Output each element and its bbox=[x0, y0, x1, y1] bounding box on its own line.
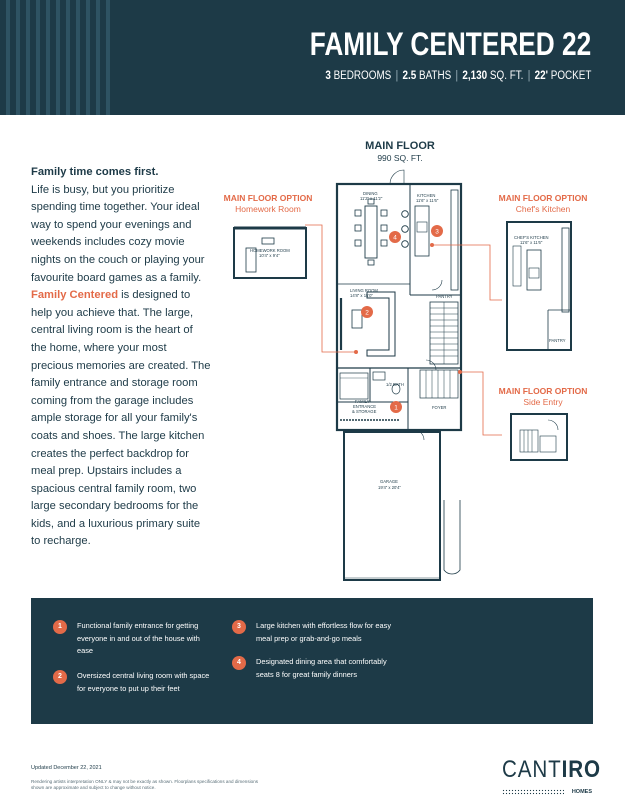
benefit-text: Designated dining area that comfortably seats 8 for great family dinners bbox=[256, 657, 387, 679]
option-pantry-label: PANTRY bbox=[549, 338, 566, 343]
option-dim-chefs-kitchen: 11'6" x 11'6" bbox=[520, 240, 543, 245]
svg-text:& STORAGE: & STORAGE bbox=[352, 409, 377, 414]
benefit-text: Oversized central living room with space for everyone to put up their feet bbox=[77, 671, 210, 693]
option-room-homework: HOMEWORK ROOM bbox=[250, 248, 290, 253]
benefit-item bbox=[53, 620, 253, 660]
logo-dot-pattern bbox=[502, 789, 564, 795]
room-label-bath: 1/2 BATH bbox=[386, 382, 404, 387]
option-dim-homework: 10'4" x 9'4" bbox=[259, 253, 280, 258]
svg-text:ENTRANCE: ENTRANCE bbox=[353, 404, 377, 409]
svg-text:3: 3 bbox=[435, 228, 439, 236]
room-label-family-entrance: FAMILY bbox=[355, 399, 370, 404]
updated-date: Updated December 22, 2021 bbox=[31, 765, 102, 771]
room-dim-dining: 11'2" x 11'2" bbox=[360, 196, 383, 201]
benefit-text: Large kitchen with effortless flow for easy meal prep or grab-and-go meals bbox=[256, 621, 392, 643]
intro-heading: Family time comes first. bbox=[31, 166, 159, 178]
floor-name: MAIN FLOOR bbox=[365, 140, 435, 152]
baths-label: BATHS bbox=[418, 70, 451, 82]
cantiro-logo: CANTIRO HOMES bbox=[502, 756, 601, 795]
room-label-dining: DINING bbox=[363, 191, 378, 196]
room-label-living: LIVING ROOM bbox=[350, 288, 378, 293]
benefit-number: 1 bbox=[53, 620, 67, 634]
baths-count: 2.5 bbox=[402, 70, 416, 82]
svg-text:4: 4 bbox=[393, 234, 397, 242]
intro-paragraph-2: is designed to help you achieve that. The large, central living room is the heart of the home, where your most precious memories are created. The family entrance and storage room coming from the garage includes ample storage for all your family's coats and shoes. The large kitchen creates the perfect backdrop for meal prep. Upstairs includes a spacious central family room, two large secondary bedrooms for the kids, and a luxurious primary suite to recharge. bbox=[31, 289, 211, 548]
intro-paragraph-1: Life is busy, but you prioritize spending time together. Your ideal way to spend your evenings and weekends includes cozy movie nights on the couch or playing your favourite board games as a family. bbox=[31, 183, 205, 284]
garage-outline bbox=[344, 432, 440, 580]
bedrooms-count: 3 bbox=[324, 70, 331, 82]
svg-text:1: 1 bbox=[394, 404, 398, 412]
room-label-kitchen: KITCHEN bbox=[417, 193, 436, 198]
option-label-homework: MAIN FLOOR OPTION Homework Room bbox=[223, 193, 313, 214]
room-label-pantry: PANTRY bbox=[436, 294, 453, 299]
benefit-item bbox=[232, 656, 432, 696]
page-title: FAMILY CENTERED 22 bbox=[309, 26, 591, 62]
sqft-label: SQ. FT. bbox=[489, 70, 524, 82]
option-side-entry-plan bbox=[511, 414, 567, 460]
pocket-label: POCKET bbox=[550, 70, 591, 82]
sqft-count: 2,130 bbox=[462, 70, 487, 82]
room-dim-living: 14'8" x 15'0" bbox=[350, 293, 373, 298]
benefit-item bbox=[53, 670, 253, 710]
svg-text:2: 2 bbox=[365, 309, 369, 317]
benefit-item bbox=[232, 620, 432, 660]
floor-area: 990 SQ. FT. bbox=[377, 153, 423, 163]
brand-name: Family Centered bbox=[31, 289, 119, 302]
room-dim-garage: 19'4" x 20'4" bbox=[378, 485, 401, 490]
option-label-side-entry: MAIN FLOOR OPTION Side Entry bbox=[498, 386, 588, 407]
room-label-foyer: FOYER bbox=[432, 405, 447, 410]
room-label-garage: GARAGE bbox=[380, 479, 398, 484]
benefits-panel bbox=[31, 598, 593, 724]
pocket-size: 22' bbox=[534, 70, 548, 82]
benefit-text: Functional family entrance for getting everyone in and out of the house with ease bbox=[77, 621, 200, 655]
option-room-chefs-kitchen: CHEF'S KITCHEN bbox=[514, 235, 549, 240]
option-label-chefs-kitchen: MAIN FLOOR OPTION Chef's Kitchen bbox=[498, 193, 588, 214]
benefit-number: 2 bbox=[53, 670, 67, 684]
home-specs: 3 BEDROOMS | 2.5 BATHS | 2,130 SQ. FT. | 22' POCKET bbox=[324, 70, 591, 82]
bedrooms-label: BEDROOMS bbox=[333, 70, 391, 82]
main-floor-outline bbox=[337, 184, 461, 430]
room-dim-kitchen: 11'6" x 11'6" bbox=[416, 198, 439, 203]
benefit-number: 4 bbox=[232, 656, 246, 670]
benefit-number: 3 bbox=[232, 620, 246, 634]
logo-subtitle: HOMES bbox=[571, 789, 592, 795]
disclaimer-text: Rendering artists interpretation ONLY & may not be exactly as shown. Floorplans specifications and dimensions shown are approximate and subject to change without notice. bbox=[31, 779, 259, 790]
